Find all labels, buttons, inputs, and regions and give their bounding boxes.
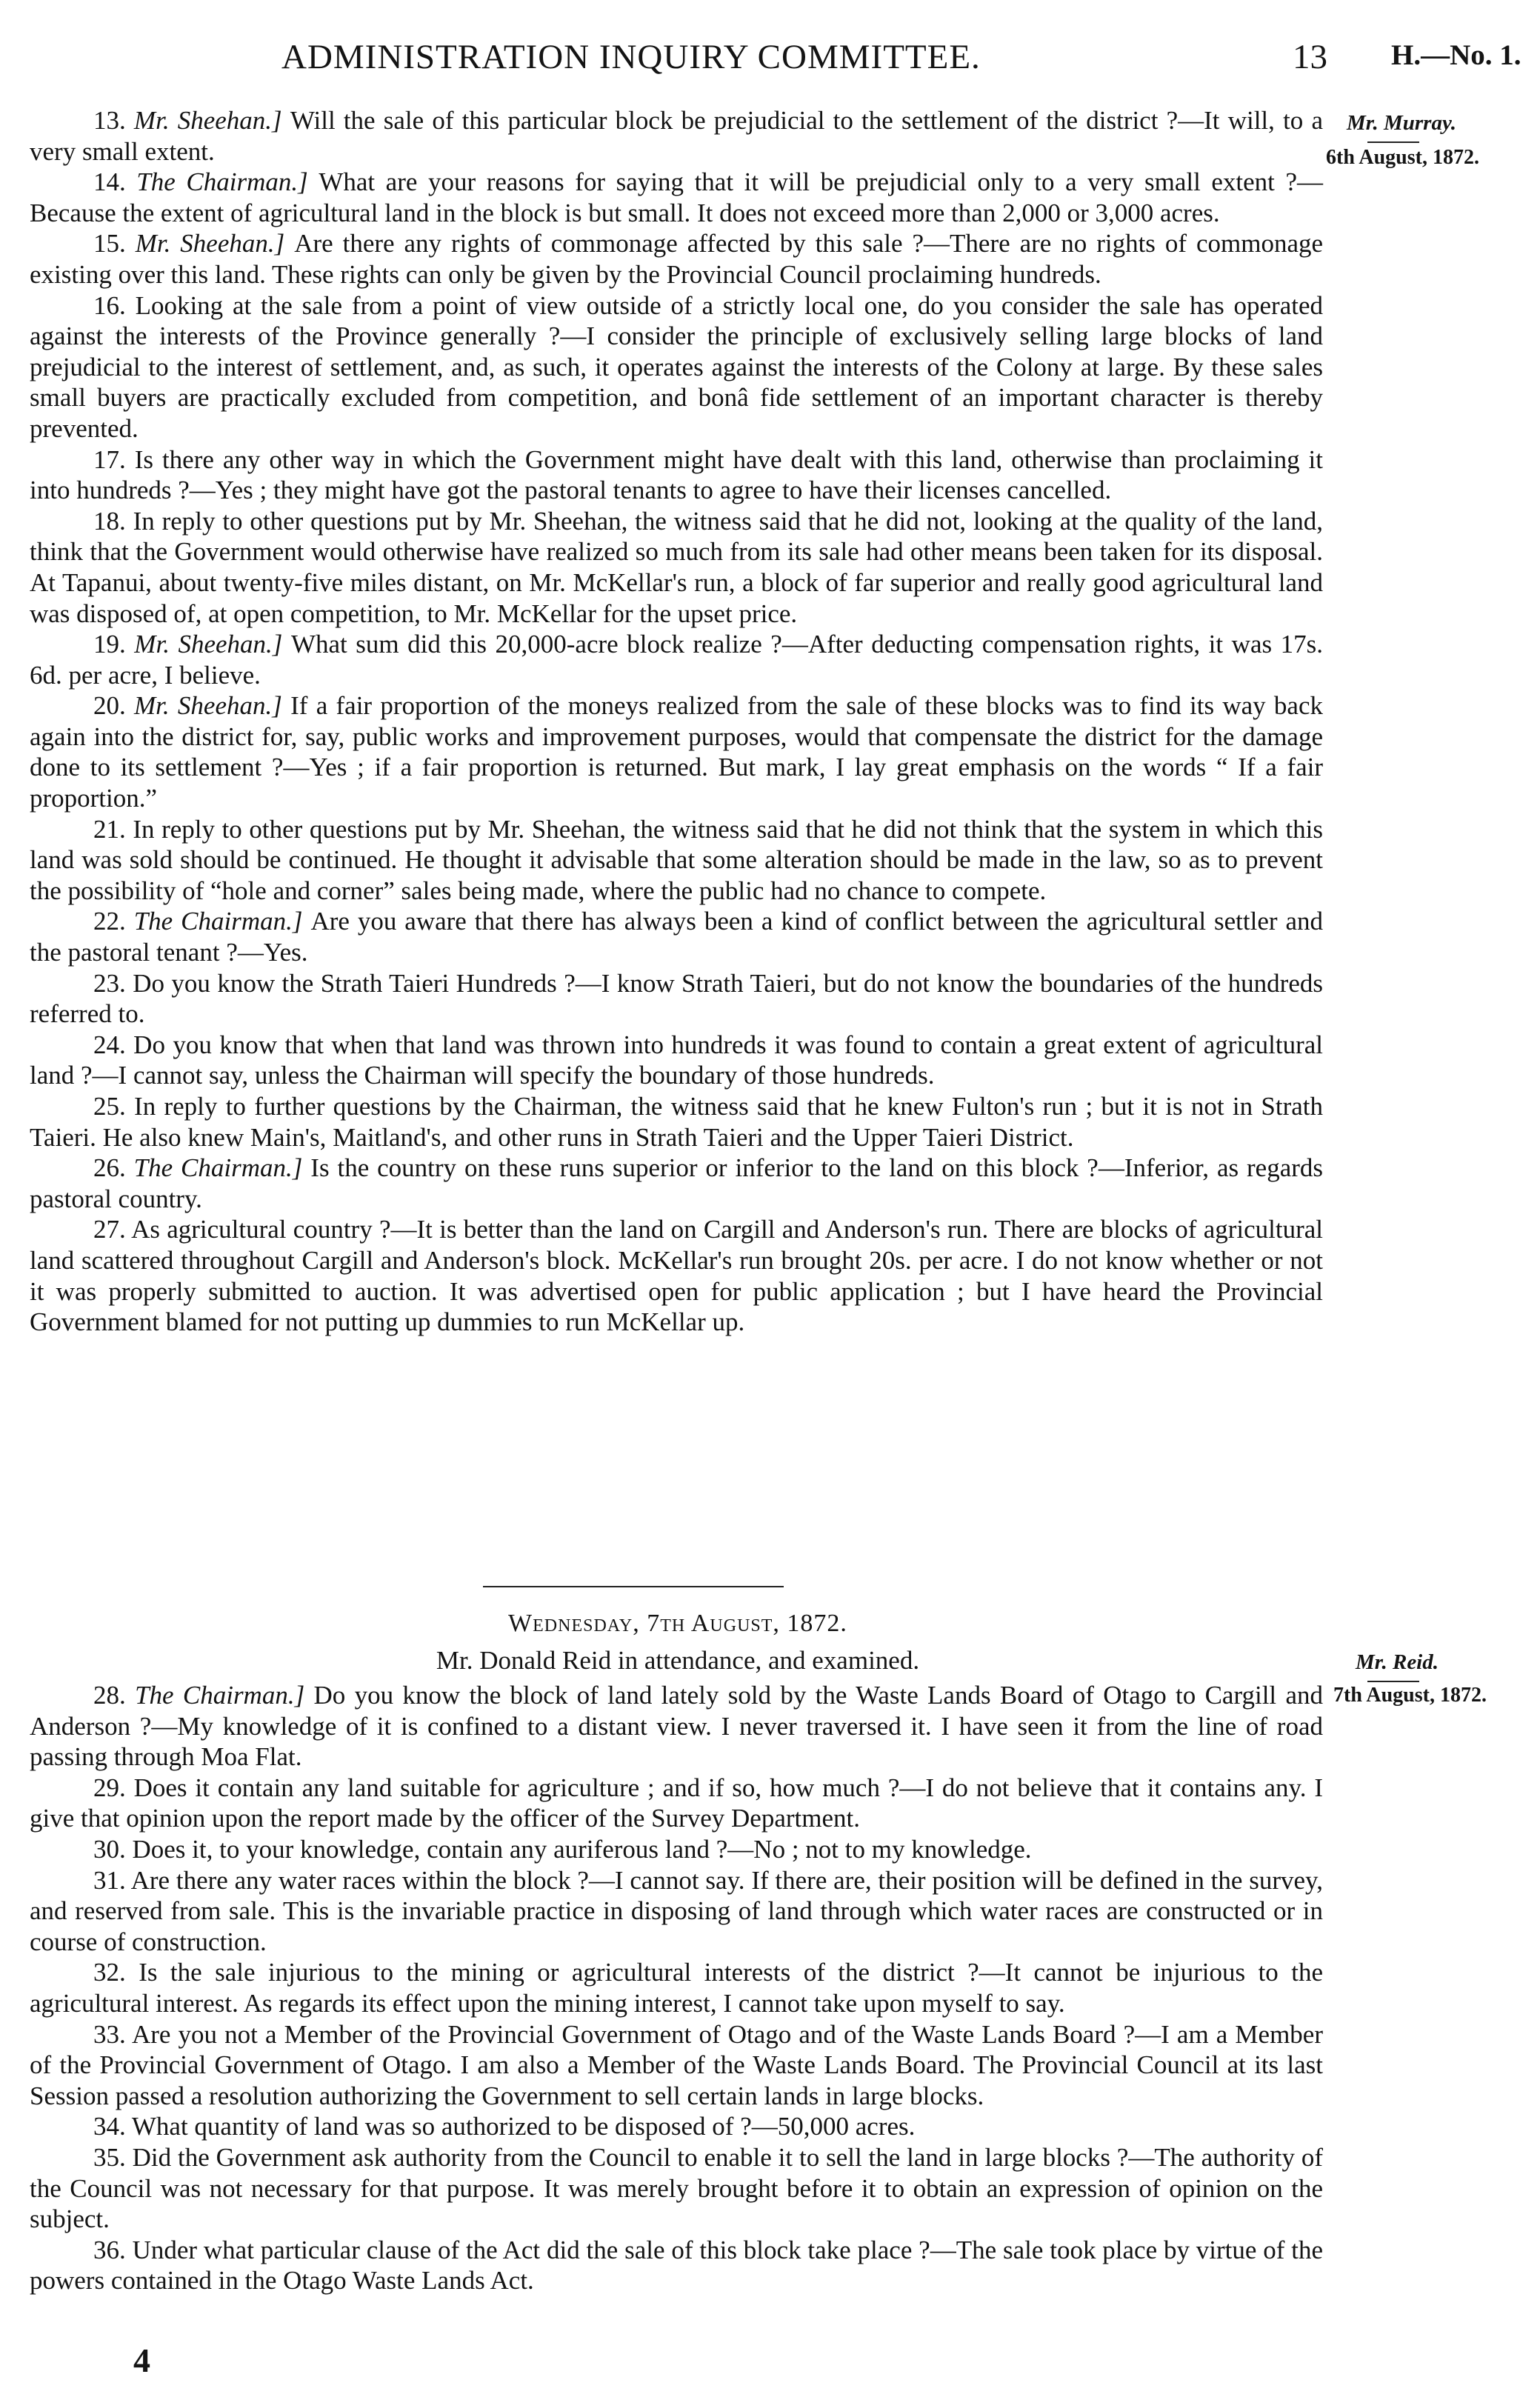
question-text: Will the sale of this particular block be prejudicial to the settlement of the district ?—It will, to a very small extent. — [30, 106, 1323, 166]
question-paragraph — [30, 1957, 1323, 2018]
question-number: 15. — [93, 229, 136, 259]
question-paragraph — [30, 1030, 1323, 1091]
question-number: 24. — [93, 1030, 134, 1059]
question-number: 23. — [93, 968, 133, 998]
question-paragraph — [30, 690, 1323, 813]
question-text: Does it, to your knowledge, contain any auriferous land ?—No ; not to my knowledge. — [132, 1834, 1032, 1864]
question-paragraph — [30, 2235, 1323, 2296]
question-paragraph — [30, 105, 1323, 167]
margin-witness-name: Mr. Reid. — [1356, 1650, 1439, 1674]
question-number: 21. — [93, 814, 133, 844]
question-text: As agricultural country ?—It is better than the land on Cargill and Anderson's run. There are blocks of agricultural land scattered throughout Cargill and Anderson's block. McKellar's run brought 20s. per acre. I do not know whether or not it was properly submitted to auction. It was advertised open for public application ; but I have heard the Provincial Government blamed for not putting up dummies to run McKellar up. — [30, 1215, 1324, 1337]
question-paragraph — [30, 968, 1323, 1030]
question-number: 29. — [93, 1773, 134, 1802]
question-paragraph — [30, 290, 1323, 444]
question-paragraph — [30, 1680, 1323, 1773]
question-text: What quantity of land was so authorized to be disposed of ?—50,000 acres. — [131, 2112, 916, 2141]
question-number: 31. — [93, 1865, 131, 1895]
question-number: 16. — [93, 290, 136, 320]
margin-date: 6th August, 1872. — [1326, 146, 1479, 169]
speaker-label: The Chairman.] — [135, 1681, 314, 1710]
question-text: In reply to other questions put by Mr. Sheehan, the witness said that he did not think that the system in which this land was sold should be continued. He thought it advisable that some alteration should be made in the law, so as to prevent the possibility of “hole and corner” sales being made, where the public had no chance to compete. — [30, 814, 1324, 905]
margin-rule — [1367, 141, 1419, 143]
question-paragraph — [30, 906, 1323, 967]
question-number: 36. — [93, 2235, 133, 2264]
question-text: Are there any water races within the block ?—I cannot say. If there are, their position will be defined in the survey, and reserved from sale. This is the invariable practice in disposing of land through which water races are constructed or in course of construction. — [30, 1865, 1323, 1956]
question-text: In reply to other questions put by Mr. Sheehan, the witness said that he did not, looking at the quality of the land, think that the Government would otherwise have realized so much from its sale had other means been taken for its disposal. At Tapanui, about twenty-five miles distant, on Mr. McKellar's run, a block of far superior and really good agricultural land was disposed of, at open competition, to Mr. McKellar for the upset price. — [30, 506, 1323, 628]
question-text: Do you know the block of land lately sold by the Waste Lands Board of Otago to Cargill and Anderson ?—My knowledge of it is confined to a distant view. I never traversed it. I have seen it from the line of road passing through Moa Flat. — [30, 1681, 1323, 1772]
speaker-label: Mr. Sheehan.] — [134, 630, 291, 659]
question-paragraph — [30, 1214, 1323, 1337]
question-number: 20. — [93, 691, 135, 721]
speaker-label: The Chairman.] — [133, 907, 311, 936]
question-number: 13. — [93, 106, 134, 135]
question-text: Is the sale injurious to the mining or agricultural interests of the district ?—It cannot be injurious to the agricultural interest. As regards its effect upon the mining interest, I cannot take upon myself to say. — [30, 1958, 1323, 2018]
question-text: Looking at the sale from a point of view outside of a strictly local one, do you consider the sale has operated against the interests of the Province generally ?—I consider the principle of exclusively selling large blocks of land prejudicial to the interest of settlement, and, as such, it operates against the interests of the Colony at large. By these sales small buyers are practically excluded from competition, and bonâ fide settlement of an important character is thereby prevented. — [30, 290, 1323, 443]
speaker-label: The Chairman.] — [136, 167, 319, 197]
question-paragraph — [30, 1773, 1323, 1834]
question-paragraph — [30, 1153, 1323, 1214]
question-number: 30. — [93, 1834, 133, 1864]
question-text: Do you know that when that land was thrown into hundreds it was found to contain a great extent of agricultural land ?—I cannot say, unless the Chairman will specify the boundary of those hundreds. — [30, 1030, 1324, 1090]
speaker-label: The Chairman.] — [133, 1153, 311, 1183]
question-paragraph — [30, 2142, 1323, 2235]
series-number: H.—No. 1. — [1391, 39, 1521, 71]
section-divider — [483, 1586, 784, 1587]
question-text: Under what particular clause of the Act did the sale of this block take place ?—The sale took place by virtue of the powers contained in the Otago Waste Lands Act. — [30, 2235, 1323, 2296]
question-text: Is there any other way in which the Government might have dealt with this land, otherwise than proclaiming it into hundreds ?—Yes ; they might have got the pastoral tenants to agree to have their licenses cancelled. — [30, 444, 1323, 505]
question-number: 32. — [93, 1958, 139, 1987]
question-paragraph — [30, 2111, 1323, 2142]
question-number: 27. — [93, 1215, 132, 1244]
question-number: 18. — [93, 506, 133, 536]
question-paragraph — [30, 814, 1323, 907]
question-number: 35. — [93, 2142, 133, 2172]
margin-date: 7th August, 1872. — [1333, 1684, 1487, 1707]
question-number: 14. — [93, 167, 137, 197]
question-number: 34. — [93, 2112, 132, 2141]
question-paragraph — [30, 1865, 1323, 1958]
question-paragraph — [30, 167, 1323, 228]
question-text: What sum did this 20,000-acre block realize ?—After deducting compensation rights, it was 17s. 6d. per acre, I believe. — [30, 630, 1323, 690]
question-paragraph — [30, 1091, 1323, 1153]
session-date-heading: Wednesday, 7th August, 1872. — [508, 1610, 847, 1637]
question-text: Does it contain any land suitable for agriculture ; and if so, how much ?—I do not believe that it contains any. I give that opinion upon the report made by the officer of the Survey Department. — [30, 1773, 1323, 1833]
question-paragraph — [30, 2019, 1323, 2112]
question-number: 17. — [93, 444, 135, 474]
testimony-section-one — [30, 105, 1323, 1338]
page-header — [0, 33, 1540, 84]
question-paragraph — [30, 629, 1323, 690]
question-number: 28. — [93, 1681, 136, 1710]
question-text: Is the country on these runs superior or inferior to the land on this block ?—Inferior, as regards pastoral country. — [30, 1153, 1324, 1213]
question-text: Are you not a Member of the Provincial Government of Otago and of the Waste Lands Board ?—I am a Member of the Provincial Government of Otago. I am also a Member of the Waste Lands Board. The Provincial Council at its last Session passed a resolution authorizing the Government to sell certain lands in large blocks. — [30, 2019, 1323, 2110]
speaker-label: Mr. Sheehan.] — [133, 106, 290, 135]
question-text: In reply to further questions by the Chairman, the witness said that he knew Fulton's run ; but it is not in Strath Taieri. He also knew Main's, Maitland's, and other runs in Strath Taieri and the Upper Taieri District. — [30, 1092, 1323, 1152]
attendance-text: Mr. Donald Reid in attendance, and examined. — [436, 1646, 920, 1675]
question-number: 25. — [93, 1092, 135, 1121]
question-text: Are there any rights of commonage affected by this sale ?—There are no rights of commonage existing over this land. These rights can only be given by the Provincial Council proclaiming hundreds. — [30, 229, 1324, 289]
question-text: Do you know the Strath Taieri Hundreds ?—I know Strath Taieri, but do not know the boundaries of the hundreds referred to. — [30, 968, 1323, 1029]
question-number: 26. — [93, 1153, 134, 1183]
question-number: 19. — [93, 630, 135, 659]
question-text: Are you aware that there has always been a kind of conflict between the agricultural settler and the pastoral tenant ?—Yes. — [30, 907, 1323, 967]
signature-mark: 4 — [133, 2341, 150, 2379]
testimony-section-two — [30, 1680, 1323, 2296]
margin-note-murray — [1326, 111, 1533, 170]
question-text: Did the Government ask authority from the Council to enable it to sell the land in large blocks ?—The authority of the Council was not necessary for that purpose. It was merely brought before it to obtain an expression of opinion on the subject. — [30, 2142, 1324, 2234]
margin-rule — [1367, 1681, 1419, 1682]
margin-witness-name: Mr. Murray. — [1347, 111, 1457, 135]
question-number: 33. — [93, 2019, 132, 2049]
page-title: ADMINISTRATION INQUIRY COMMITTEE. — [281, 38, 981, 76]
question-paragraph — [30, 228, 1323, 290]
page-number: 13 — [1293, 38, 1327, 76]
attendance-line — [0, 1646, 1356, 1676]
question-paragraph — [30, 506, 1323, 629]
question-paragraph — [30, 1834, 1323, 1865]
speaker-label: Mr. Sheehan.] — [135, 229, 295, 259]
question-number: 22. — [93, 907, 134, 936]
margin-note-reid — [1326, 1650, 1533, 1707]
question-paragraph — [30, 444, 1323, 506]
question-text: What are your reasons for saying that it will be prejudicial only to a very small extent ?—Because the extent of agricultural land in the block is but small. It does not exceed more than 2,000 or 3,000 acres. — [30, 167, 1323, 227]
question-text: If a fair proportion of the moneys realized from the sale of these blocks was to find its way back again into the district for, say, public works and improvement purposes, would that compensate the district for the damage done to its settlement ?—Yes ; if a fair proportion is returned. But mark, I lay great emphasis on the words “ If a fair proportion.” — [30, 691, 1323, 813]
speaker-label: Mr. Sheehan.] — [134, 691, 291, 721]
